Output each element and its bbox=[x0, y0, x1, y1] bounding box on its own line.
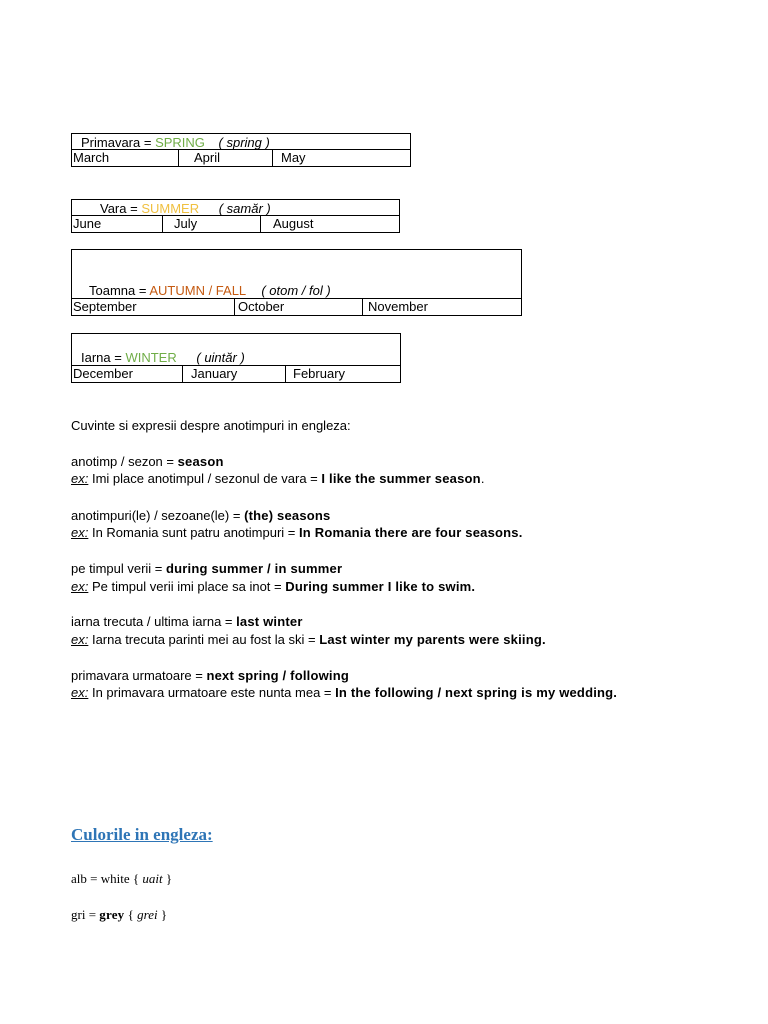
season-ro: Primavara bbox=[81, 135, 141, 150]
example-label: ex: bbox=[71, 579, 89, 594]
expression-term: anotimpuri(le) / sezoane(le) = (the) seasons bbox=[71, 508, 331, 523]
season-pronunciation: ( samăr ) bbox=[218, 201, 271, 216]
season-ro: Toamna bbox=[89, 283, 136, 298]
example-label: ex: bbox=[71, 525, 89, 540]
color-pronunciation: uait bbox=[142, 871, 163, 886]
season-en: SPRING bbox=[155, 135, 205, 150]
months-row-autumn bbox=[72, 298, 521, 315]
example-label: ex: bbox=[71, 471, 89, 486]
month-cell: December bbox=[72, 366, 183, 382]
expressions-intro: Cuvinte si expresii despre anotimpuri in engleza: bbox=[71, 418, 351, 433]
season-title-summer: Vara = SUMMER ( samăr ) bbox=[100, 201, 271, 216]
example-label: ex: bbox=[71, 632, 89, 647]
expression-en: next spring / following bbox=[206, 668, 350, 683]
expression-en: last winter bbox=[236, 614, 303, 629]
month-cell: May bbox=[281, 150, 306, 165]
expression-term: iarna trecuta / ultima iarna = last winter bbox=[71, 614, 303, 629]
colors-heading: Culorile in engleza: bbox=[71, 825, 213, 844]
season-en: SUMMER bbox=[141, 201, 200, 216]
example-label: ex: bbox=[71, 685, 89, 700]
months-row-spring bbox=[72, 149, 410, 166]
season-box-winter bbox=[71, 333, 401, 383]
months-row-winter bbox=[72, 365, 400, 382]
season-pronunciation: ( uintăr ) bbox=[196, 350, 245, 365]
months-row-summer bbox=[72, 215, 399, 232]
season-box-summer bbox=[71, 199, 400, 233]
season-ro: Iarna bbox=[81, 350, 111, 365]
season-title-winter: Iarna = WINTER ( uintăr ) bbox=[81, 350, 245, 365]
month-cell: March bbox=[72, 150, 179, 166]
month-cell: August bbox=[273, 216, 314, 231]
season-pronunciation: ( spring ) bbox=[218, 135, 270, 150]
month-cell: October bbox=[235, 299, 363, 315]
expression-example: ex: In Romania sunt patru anotimpuri = In Romania there are four seasons. bbox=[71, 525, 523, 540]
month-cell: January bbox=[183, 366, 286, 382]
expression-example: ex: Imi place anotimpul / sezonul de vara = I like the summer season. bbox=[71, 471, 485, 486]
expression-example: ex: Pe timpul verii imi place sa inot = During summer I like to swim. bbox=[71, 579, 476, 594]
season-title-spring: Primavara = SPRING ( spring ) bbox=[81, 135, 270, 150]
expression-term: anotimp / sezon = season bbox=[71, 454, 224, 469]
season-box-autumn bbox=[71, 249, 522, 316]
month-cell: September bbox=[72, 299, 235, 315]
month-cell: February bbox=[293, 366, 346, 381]
expression-term: primavara urmatoare = next spring / following bbox=[71, 668, 350, 683]
month-cell: June bbox=[72, 216, 163, 232]
season-box-spring bbox=[71, 133, 411, 167]
month-cell: April bbox=[179, 150, 273, 166]
season-en: WINTER bbox=[125, 350, 177, 365]
expression-en: season bbox=[177, 454, 224, 469]
color-item-white: alb = white { uait } bbox=[71, 871, 173, 886]
season-ro: Vara bbox=[100, 201, 127, 216]
season-pronunciation: ( otom / fol ) bbox=[261, 283, 331, 298]
expression-example: ex: In primavara urmatoare este nunta mea = In the following / next spring is my wedding. bbox=[71, 685, 618, 700]
month-cell: July bbox=[163, 216, 261, 232]
expression-en: (the) seasons bbox=[244, 508, 331, 523]
month-cell: November bbox=[368, 299, 428, 314]
season-en: AUTUMN / FALL bbox=[149, 283, 246, 298]
color-item-grey: gri = grey { grei } bbox=[71, 907, 168, 922]
color-pronunciation: grei bbox=[137, 907, 158, 922]
expression-term: pe timpul verii = during summer / in summer bbox=[71, 561, 343, 576]
expression-en: during summer / in summer bbox=[166, 561, 343, 576]
expression-example: ex: Iarna trecuta parinti mei au fost la ski = Last winter my parents were skiing. bbox=[71, 632, 546, 647]
season-title-autumn: Toamna = AUTUMN / FALL ( otom / fol ) bbox=[89, 283, 331, 298]
